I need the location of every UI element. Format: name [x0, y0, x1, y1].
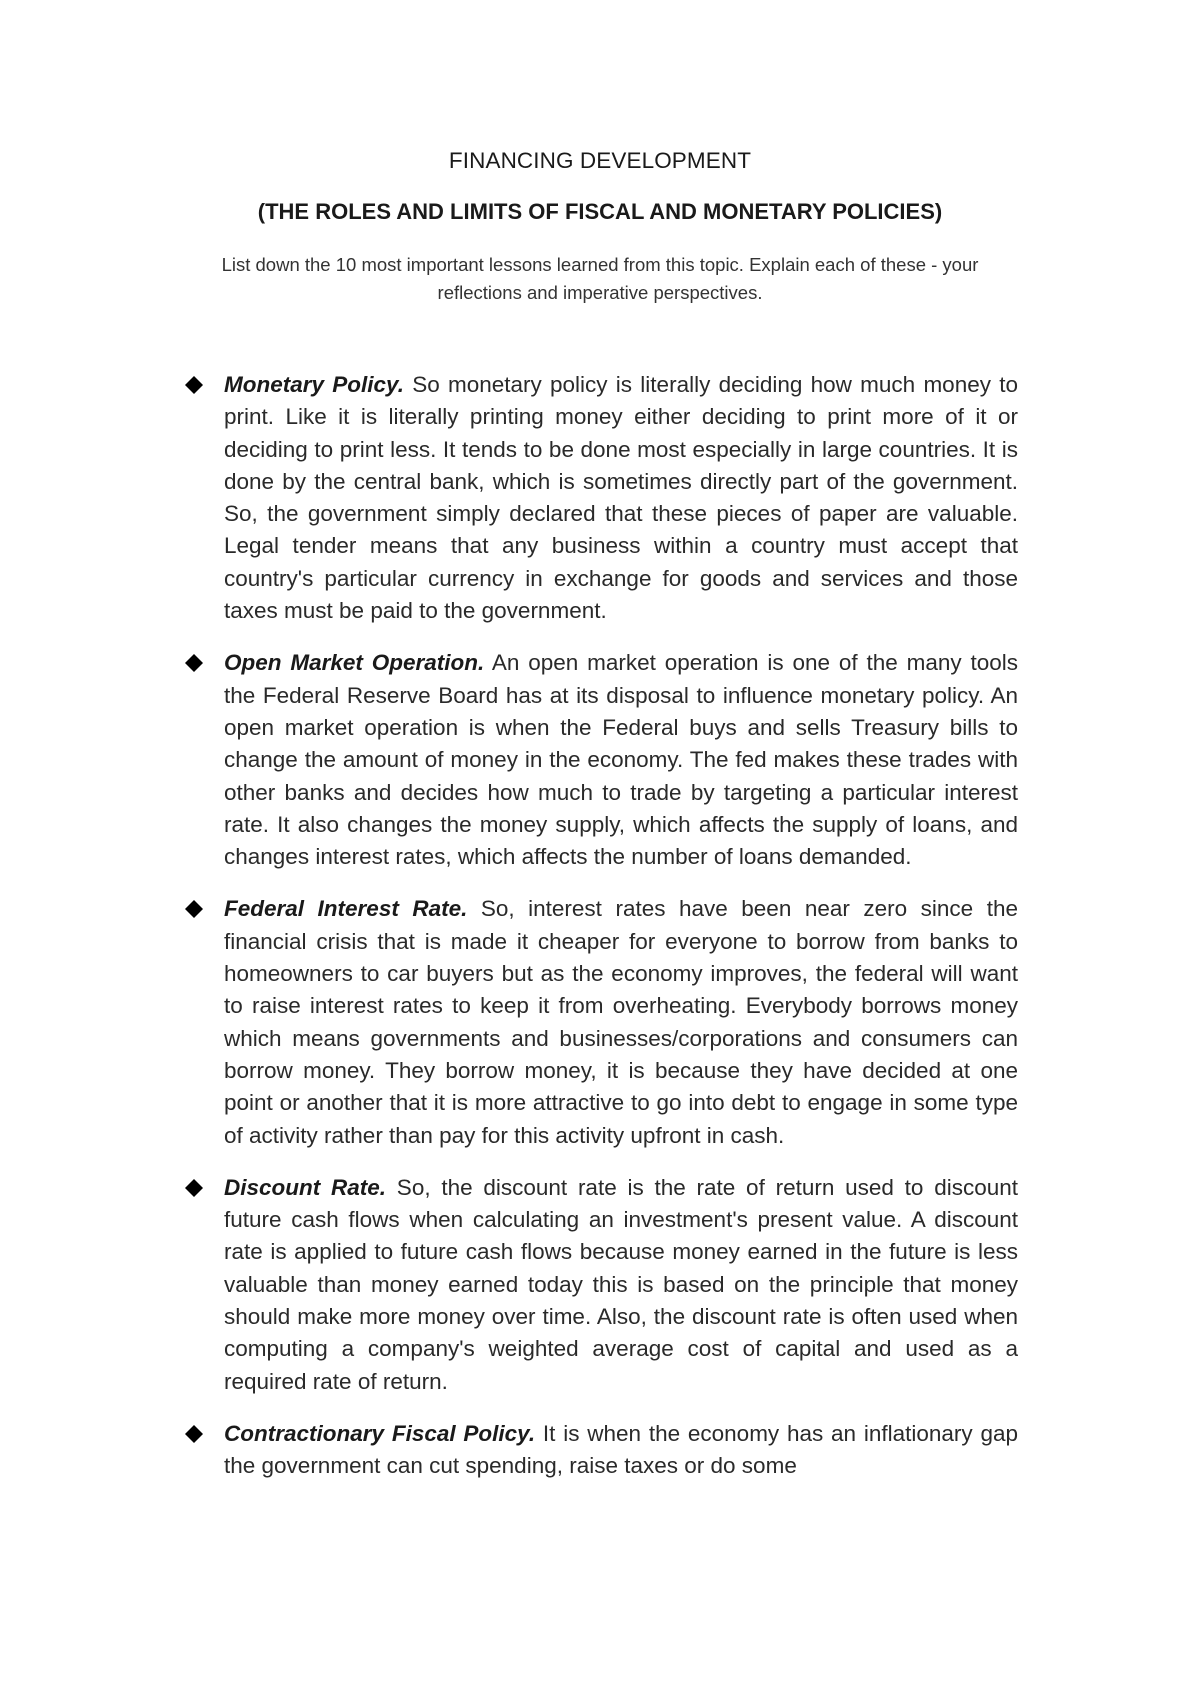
item-text	[224, 893, 1018, 1151]
list-item	[0, 1172, 1018, 1398]
item-body: An open market operation is one of the many tools the Federal Reserve Board has at its disposal to influence monetary policy. An open market operation is when the Federal buys and sells Treasury bills to change the amount of money in the economy. The fed makes these trades with other banks and decides how much to trade by targeting a particular interest rate. It also changes the money supply, which affects the supply of loans, and changes interest rates, which affects the number of loans demanded.	[224, 650, 1018, 870]
black-diamond-icon	[184, 375, 204, 395]
item-term: Discount Rate.	[224, 1174, 387, 1200]
document-title: FINANCING DEVELOPMENT	[448, 148, 752, 173]
black-diamond-icon	[184, 1424, 204, 1444]
item-body: So, the discount rate is the rate of return used to discount future cash flows when calculating an investment's present value. A discount rate is applied to future cash flows because money earned in the future is less valuable than money earned today this is based on the principle that money should make more money over time. Also, the discount rate is often used when computing a company's weighted average cost of capital and used as a required rate of return.	[224, 1174, 1018, 1394]
item-term: Contractionary Fiscal Policy.	[224, 1420, 536, 1446]
item-text	[224, 647, 1018, 873]
list-item	[0, 1418, 1018, 1483]
item-text	[224, 1418, 1018, 1483]
item-term: Monetary Policy.	[224, 372, 404, 397]
item-body: So monetary policy is literally deciding how much money to print. Like it is literally printing money either deciding to print more of it or deciding to print less. It tends to be done most especially in large countries. It is done by the central bank, which is sometimes directly part of the government. So, the government simply declared that these pieces of paper are valuable. Legal tender means that any business within a country must accept that country's particular currency in exchange for goods and services and those taxes must be paid to the government.	[224, 372, 1018, 624]
item-text	[224, 1172, 1018, 1398]
lessons-list	[0, 369, 1200, 1503]
black-diamond-icon	[184, 653, 204, 673]
list-item	[0, 893, 1018, 1151]
item-term: Federal Interest Rate.	[224, 896, 468, 922]
item-body: So, interest rates have been near zero since the financial crisis that is made it cheaper for everyone to borrow from banks to homeowners to car buyers but as the economy improves, the federal will want to raise interest rates to keep it from overheating. Everybody borrows money which means governments and businesses/corporations and consumers can borrow money. They borrow money, it is because they have decided at one point or another that it is more attractive to go into debt to engage in some type of activity rather than pay for this activity upfront in cash.	[224, 896, 1018, 1148]
document-subtitle: (THE ROLES AND LIMITS OF FISCAL AND MONETARY POLICIES)	[257, 199, 943, 224]
item-body: It is when the economy has an inflationary gap the government can cut spending, raise taxes or do some	[224, 1420, 1019, 1479]
list-item	[0, 647, 1018, 873]
list-item	[0, 369, 1018, 627]
instructions-text: List down the 10 most important lessons learned from this topic. Explain each of these - your reflections and imperative perspectives.	[221, 254, 979, 303]
item-term: Open Market Operation.	[224, 650, 485, 676]
black-diamond-icon	[184, 899, 204, 919]
item-text	[224, 369, 1018, 627]
black-diamond-icon	[184, 1178, 204, 1198]
